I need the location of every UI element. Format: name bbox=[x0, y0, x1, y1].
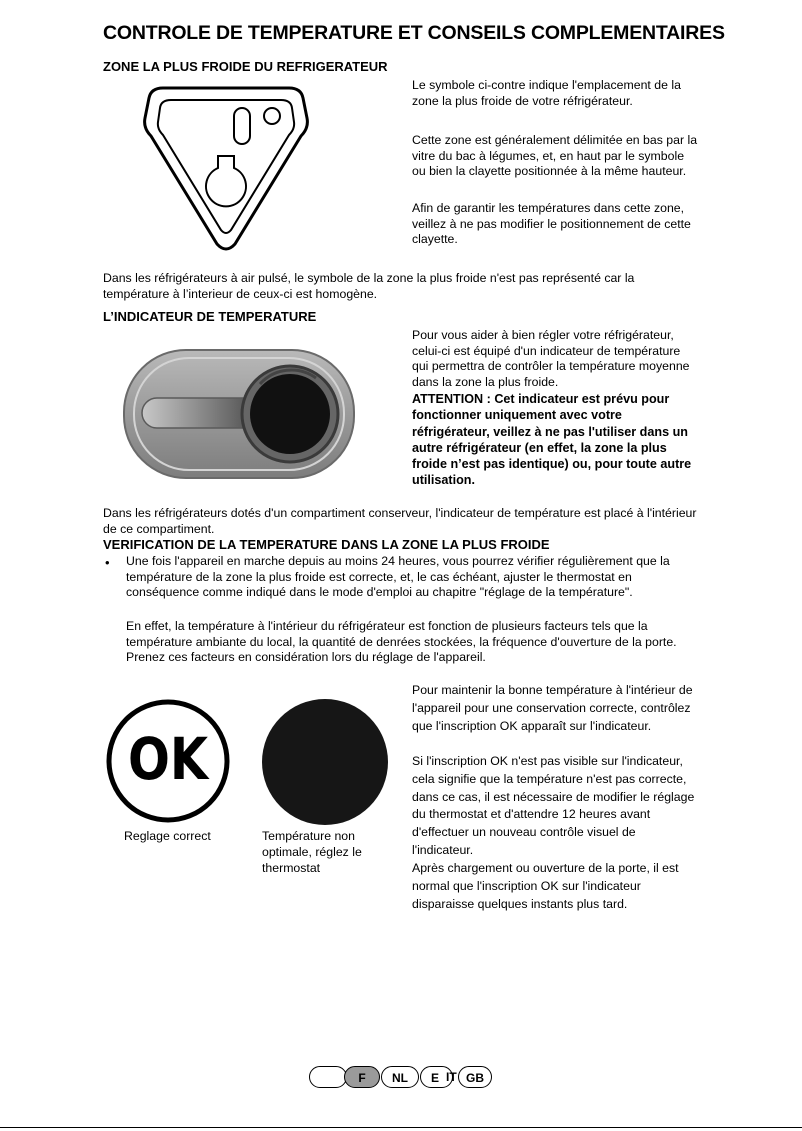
cold-zone-paragraph-1: Le symbole ci-contre indique l'emplacement de la zone la plus froide de votre réfrigérateur. bbox=[412, 78, 681, 108]
section-heading-verification: VERIFICATION DE LA TEMPERATURE DANS LA ZONE LA PLUS FROIDE bbox=[103, 537, 550, 552]
caption-correct: Reglage correct bbox=[124, 829, 211, 843]
page-title: CONTROLE DE TEMPERATURE ET CONSEILS COMPLEMENTAIRES bbox=[103, 22, 725, 44]
indicator-warning: ATTENTION : Cet indicateur est prévu pour fonctionner uniquement avec votre réfrigérateur, veillez à ne pas l'utiliser dans un autre réfrigérateur (en effet, la zone la plus froide n’est pas identique) ou, pour toute autre utilisation. bbox=[412, 392, 692, 488]
ok-label: OK bbox=[127, 725, 209, 793]
verification-paragraph-2: En effet, la température à l'intérieur du réfrigérateur est fonction de plusieurs facteurs tels que la température ambiante du local, la quantité de denrées stockées, la fréquence d'ouverture de la porte. Prenez ces facteurs en considération lors du réglage de l'appareil. bbox=[126, 619, 677, 665]
lang-tab-nl: NL bbox=[381, 1066, 419, 1088]
ok-explanation-1: Pour maintenir la bonne température à l'intérieur de l'appareil pour une conservation correcte, contrôlez que l'inscription OK apparaît sur l'indicateur. bbox=[412, 683, 693, 733]
lang-tab-f: F bbox=[344, 1066, 380, 1088]
air-fridge-note: Dans les réfrigérateurs à air pulsé, le symbole de la zone la plus froide n'est pas représenté car la température à l’interieur de ceux-ci est homogène. bbox=[103, 271, 635, 301]
cold-zone-symbol-icon bbox=[141, 84, 311, 256]
section-heading-indicator: L’INDICATEUR DE TEMPERATURE bbox=[103, 309, 317, 324]
lang-tab-blank bbox=[309, 1066, 347, 1088]
cold-zone-paragraph-2: Cette zone est généralement délimitée en bas par la vitre du bac à légumes, et, en haut par le symbole ou bien la clayette positionnée à la même hauteur. bbox=[412, 133, 698, 179]
compartment-note: Dans les réfrigérateurs dotés d'un compartiment conserveur, l'indicateur de température est placé à l'intérieur de ce compartiment. bbox=[103, 506, 697, 536]
indicator-paragraph: Pour vous aider à bien régler votre réfrigérateur, celui-ci est équipé d'un indicateur de température qui permettra de contrôler la température moyenne dans la zone la plus froide. bbox=[412, 328, 690, 389]
lang-tab-it: IT bbox=[446, 1070, 457, 1084]
verification-paragraph-1: Une fois l'appareil en marche depuis au moins 24 heures, vous pourrez vérifier régulièrement que la température de la zone la plus froide est correcte, et, le cas échéant, ajuster le thermostat en conséquence comme indiqué dans le mode d'emploi au chapitre "réglage de la température". bbox=[126, 554, 670, 600]
ok-explanation-3: Après chargement ou ouverture de la porte, il est normal que l'inscription OK sur l'indicateur disparaisse quelques instants plus tard. bbox=[412, 861, 679, 911]
cold-zone-paragraph-3: Afin de garantir les températures dans cette zone, veillez à ne pas modifier le positionnement de cette clayette. bbox=[412, 201, 691, 247]
footer-rule bbox=[0, 1127, 802, 1128]
temperature-indicator-illustration bbox=[120, 346, 358, 482]
not-ok-indicator bbox=[260, 697, 390, 827]
section-heading-cold-zone: ZONE LA PLUS FROIDE DU REFRIGERATEUR bbox=[103, 59, 388, 74]
ok-explanation-2: Si l'inscription OK n'est pas visible sur l'indicateur, cela signifie que la température n'est pas correcte, dans ce cas, il est nécessaire de modifier le réglage du thermostat et d'attendre 12 heures avant d'effectuer un nouveau contrôle visuel de l'indicateur. bbox=[412, 754, 695, 857]
lang-tab-e: E bbox=[420, 1066, 453, 1088]
bullet-marker: • bbox=[105, 555, 110, 570]
ok-indicator bbox=[105, 698, 231, 824]
lang-tab-gb: GB bbox=[458, 1066, 492, 1088]
caption-not-optimal: Température non optimale, réglez le thermostat bbox=[262, 829, 362, 875]
